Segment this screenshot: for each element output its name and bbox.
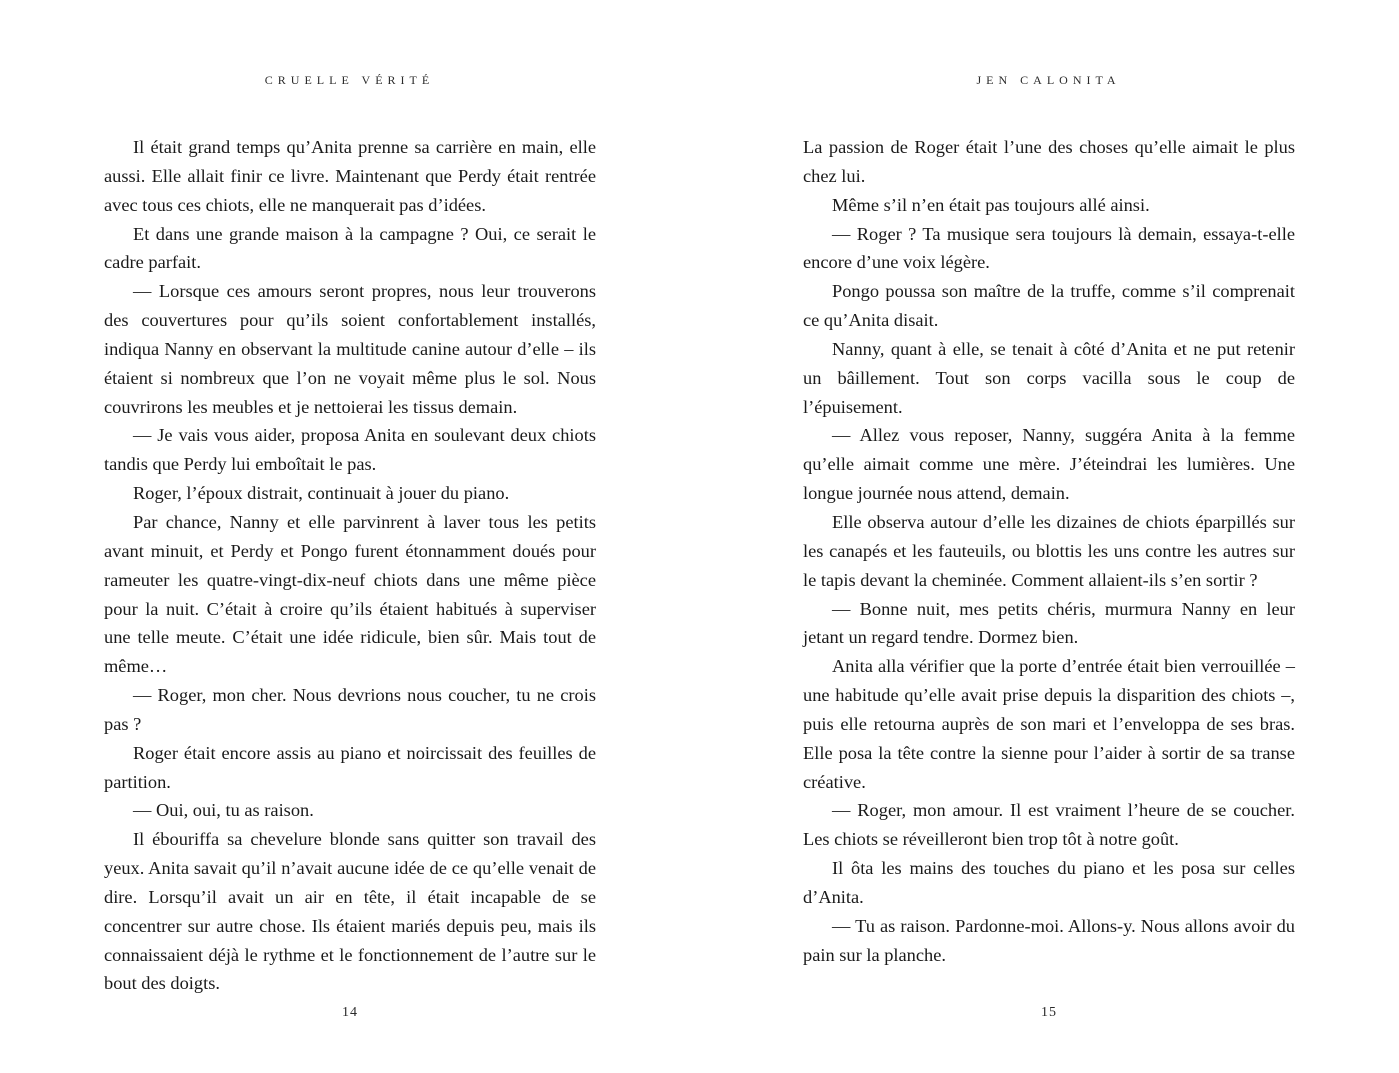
paragraph: Pongo poussa son maître de la truffe, comme s’il comprenait ce qu’Anita disait.: [803, 281, 1295, 331]
paragraph: — Lorsque ces amours seront propres, nous leur trouverons des couvertures pour qu’ils soient confortablement installés, indiqua Nanny en observant la multitude canine autour d’elle – ils étaient si nombreux que l’on ne voyait même plus le sol. Nous couvrirons les meubles et je nettoierai les tissus demain.: [104, 281, 596, 417]
paragraph: Il ôta les mains des touches du piano et les posa sur celles d’Anita.: [803, 858, 1295, 907]
paragraph: — Roger, mon cher. Nous devrions nous coucher, tu ne crois pas ?: [104, 685, 596, 734]
body-text: [803, 133, 1295, 969]
page-number: 15: [1041, 1005, 1057, 1020]
paragraph: — Roger ? Ta musique sera toujours là demain, essaya-t-elle encore d’une voix légère.: [803, 223, 1295, 273]
paragraph: Il ébouriffa sa chevelure blonde sans quitter son travail des yeux. Anita savait qu’il n’avait aucune idée de ce qu’elle venait de dire. Lorsqu’il avait un air en tête, il était incapable de se concentrer sur autre chose. Ils étaient mariés depuis peu, mais ils connaissaient déjà le rythme et le fonctionnement de l’autre sur le bout des doigts.: [104, 829, 596, 994]
paragraph: — Je vais vous aider, proposa Anita en soulevant deux chiots tandis que Perdy lui emboîtait le pas.: [104, 425, 596, 475]
paragraph: La passion de Roger était l’une des choses qu’elle aimait le plus chez lui.: [803, 137, 1295, 186]
paragraph: Elle observa autour d’elle les dizaines de chiots éparpillés sur les canapés et les fauteuils, ou blottis les uns contre les autres sur le tapis devant la cheminée. Comment allaient-ils s’en sortir ?: [803, 511, 1295, 590]
paragraph: Nanny, quant à elle, se tenait à côté d’Anita et ne put retenir un bâillement. Tout son corps vacilla sous le coup de l’épuisement.: [803, 338, 1295, 417]
running-head: JEN CALONITA: [976, 73, 1121, 87]
page-number: 14: [342, 1005, 358, 1020]
paragraph: Par chance, Nanny et elle parvinrent à laver tous les petits avant minuit, et Perdy et Pongo furent étonnamment doués pour rameuter les quatre-vingt-dix-neuf chiots dans une même pièce pour la nuit. C’était à croire qu’ils étaient habitués à superviser une telle meute. C’était une idée ridicule, bien sûr. Mais tout de même…: [104, 511, 596, 677]
paragraph: Anita alla vérifier que la porte d’entrée était bien verrouillée – une habitude qu’elle avait prise depuis la disparition des chiots –, puis elle retourna auprès de son mari et l’enveloppa de ses bras. Elle posa la tête contre la sienne pour l’aider à sortir de sa transe créative.: [803, 656, 1295, 792]
body-text: [104, 133, 596, 998]
paragraph: Il était grand temps qu’Anita prenne sa carrière en main, elle aussi. Elle allait finir ce livre. Maintenant que Perdy était rentrée avec tous ces chiots, elle ne manquerait pas d’idées.: [104, 137, 596, 215]
paragraph: — Bonne nuit, mes petits chéris, murmura Nanny en leur jetant un regard tendre. Dormez bien.: [803, 598, 1295, 648]
paragraph: Même s’il n’en était pas toujours allé ainsi.: [832, 194, 1150, 215]
paragraph: — Roger, mon amour. Il est vraiment l’heure de se coucher. Les chiots se réveilleront bien trop tôt à notre goût.: [803, 800, 1295, 850]
paragraph: Roger, l’époux distrait, continuait à jouer du piano.: [133, 483, 510, 504]
running-head: CRUELLE VÉRITÉ: [264, 73, 435, 87]
paragraph: — Allez vous reposer, Nanny, suggéra Anita à la femme qu’elle aimait comme une mère. J’éteindrai les lumières. Une longue journée nous attend, demain.: [803, 425, 1295, 504]
left-page: [104, 0, 603, 1073]
paragraph: Roger était encore assis au piano et noircissait des feuilles de partition.: [104, 742, 596, 792]
paragraph: — Oui, oui, tu as raison.: [133, 800, 314, 821]
right-page: [803, 0, 1302, 1073]
paragraph: Et dans une grande maison à la campagne ? Oui, ce serait le cadre parfait.: [104, 223, 596, 273]
paragraph: — Tu as raison. Pardonne-moi. Allons-y. Nous allons avoir du pain sur la planche.: [803, 915, 1295, 965]
